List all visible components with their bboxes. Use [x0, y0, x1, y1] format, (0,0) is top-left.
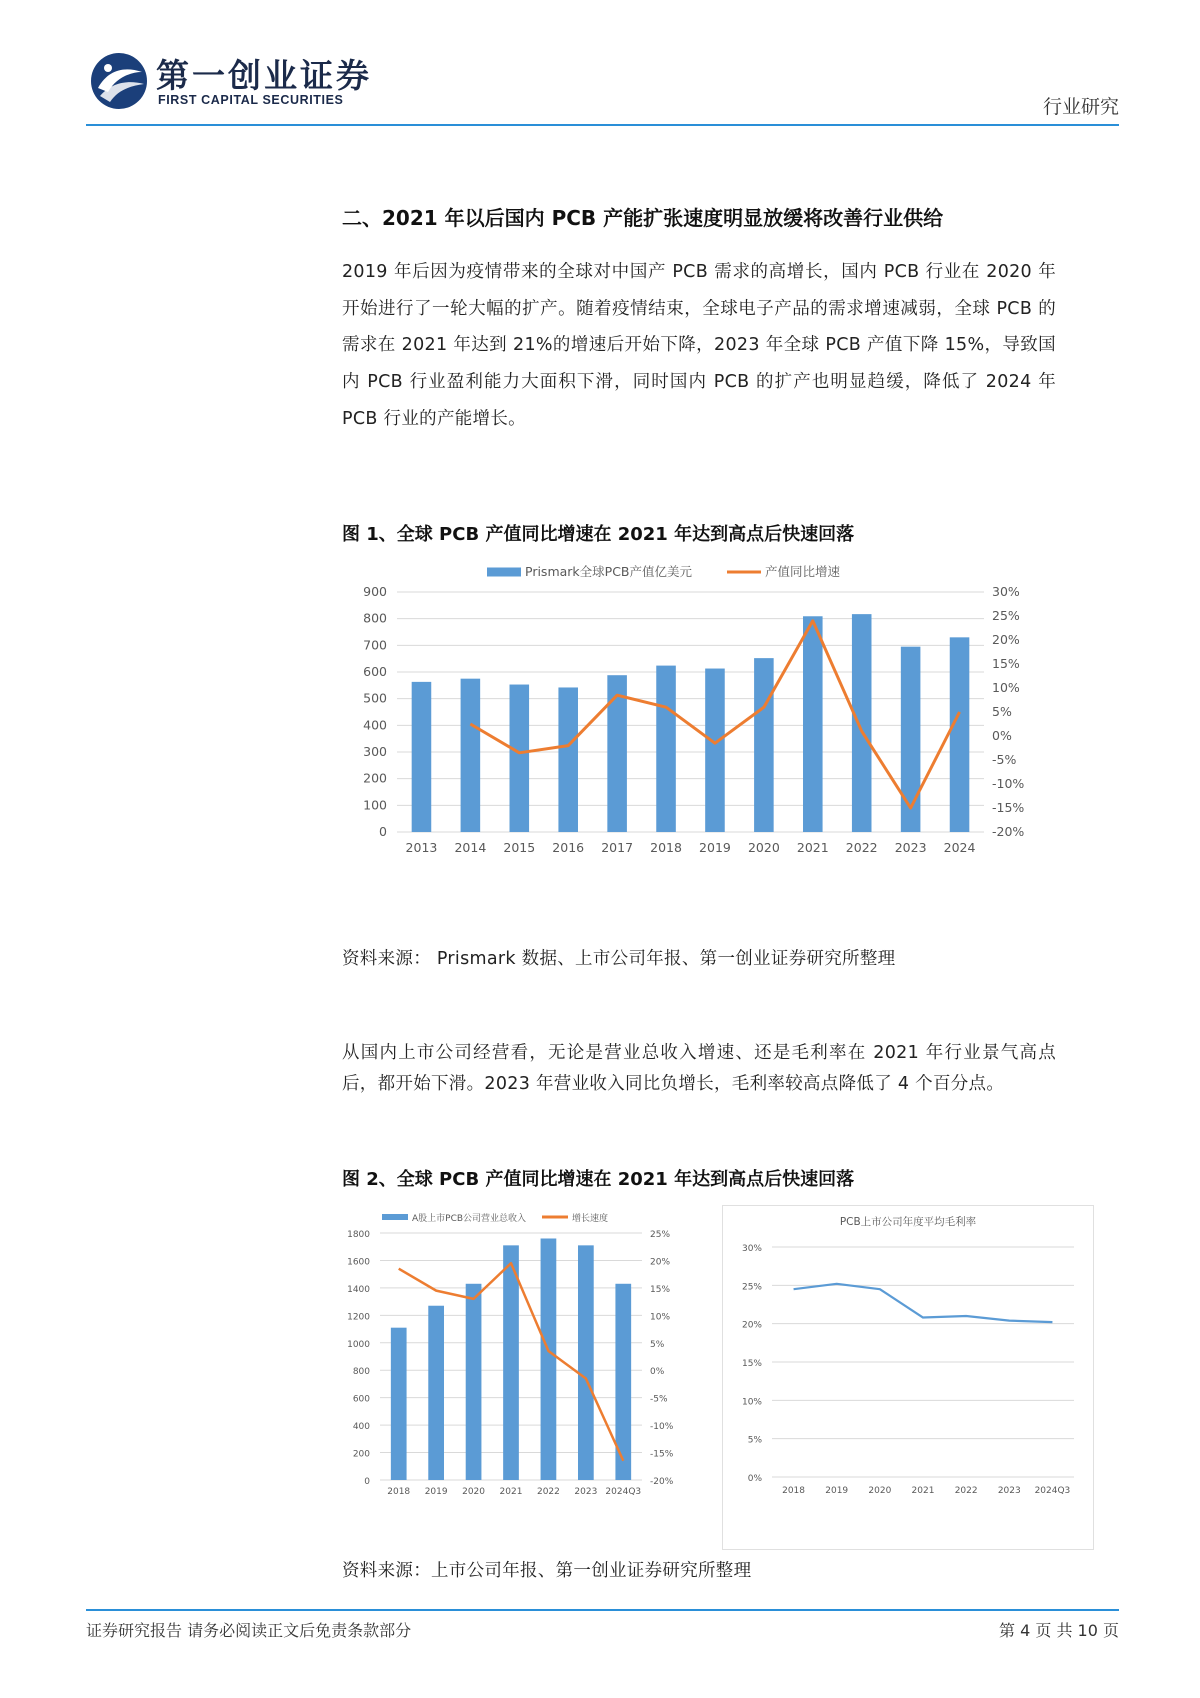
- figure-2-revenue-chart: [342, 1205, 717, 1550]
- y-tick-label: 5%: [747, 1435, 762, 1446]
- x-tick-label: 2022: [536, 1487, 560, 1497]
- x-tick-label: 2024Q3: [1034, 1486, 1071, 1496]
- x-tick-label: 2023: [894, 840, 927, 855]
- bar: [754, 658, 774, 832]
- x-tick-label: 2019: [424, 1487, 448, 1497]
- y-tick-label: 15%: [741, 1359, 762, 1369]
- y-right-tick-label: 20%: [992, 632, 1020, 647]
- paragraph-1: 2019 年后因为疫情带来的全球对中国产 PCB 需求的高增长，国内 PCB 行业在 2020 年开始进行了一轮大幅的扩产。随着疫情结束，全球电子产品的需求增速减弱，全球 PCB 的需求在 2021 年达到 21%的增速后开始下降，2023 年全球 PCB 产值下降 15%，导致国内 PCB 行业盈利能力大面积下滑，同时国内 PCB 的扩产也明显趋缓，降低了 2024 年 PCB 行业的产能增长。: [342, 262, 1056, 429]
- figure-2-margin-chart: [722, 1205, 1094, 1550]
- x-tick-label: 2016: [552, 840, 585, 855]
- y-left-tick-label: 200: [363, 770, 387, 786]
- y-left-tick-label: 400: [363, 717, 387, 733]
- bar: [950, 637, 970, 832]
- y-left-tick-label: 900: [363, 584, 387, 599]
- bar: [510, 685, 530, 832]
- x-tick-label: 2019: [825, 1486, 849, 1496]
- figure-1-title: 图 1、全球 PCB 产值同比增速在 2021 年达到高点后快速回落: [342, 524, 855, 545]
- bar: [428, 1306, 444, 1480]
- bar: [558, 687, 578, 832]
- y-left-tick-label: 800: [363, 610, 387, 626]
- x-tick-label: 2018: [782, 1486, 806, 1496]
- paragraph-2: 从国内上市公司经营看，无论是营业总收入增速、还是毛利率在 2021 年行业景气高点后，都开始下滑。2023 年营业收入同比负增长，毛利率较高点降低了 4 个百分点。: [342, 1043, 1056, 1094]
- y-left-tick-label: 600: [363, 664, 387, 679]
- y-right-tick-label: 10%: [992, 680, 1020, 695]
- y-tick-label: 25%: [741, 1282, 762, 1293]
- x-tick-label: 2017: [601, 840, 634, 855]
- footer-divider: [86, 1609, 1119, 1611]
- y-right-tick-label: 5%: [992, 704, 1012, 719]
- y-right-tick-label: 20%: [650, 1257, 671, 1268]
- y-left-tick-label: 1800: [347, 1230, 370, 1240]
- x-tick-label: 2020: [747, 840, 780, 855]
- y-right-tick-label: 0%: [992, 728, 1012, 743]
- y-right-tick-label: 15%: [992, 656, 1020, 671]
- y-left-tick-label: 0: [379, 824, 387, 839]
- figure-1-source: 资料来源： Prismark 数据、上市公司年报、第一创业证券研究所整理: [342, 949, 896, 969]
- bar: [541, 1238, 557, 1480]
- x-tick-label: 2024: [943, 840, 976, 855]
- figure-2-source: 资料来源：上市公司年报、第一创业证券研究所整理: [342, 1561, 752, 1581]
- y-right-tick-label: -20%: [650, 1477, 674, 1487]
- y-right-tick-label: -10%: [650, 1422, 674, 1433]
- legend-bar-label: Prismark全球PCB产值亿美元: [525, 564, 692, 579]
- x-tick-label: 2019: [699, 840, 731, 855]
- y-right-tick-label: 25%: [992, 608, 1020, 623]
- y-left-tick-label: 700: [363, 637, 387, 653]
- bar: [656, 666, 676, 832]
- y-right-tick-label: 10%: [650, 1312, 671, 1323]
- chart-frame: [723, 1206, 1094, 1550]
- x-tick-label: 2024Q3: [605, 1487, 642, 1497]
- x-tick-label: 2022: [954, 1486, 978, 1496]
- x-tick-label: 2014: [454, 840, 487, 855]
- y-left-tick-label: 200: [352, 1449, 370, 1460]
- legend-bar-swatch: [382, 1214, 408, 1220]
- x-tick-label: 2021: [796, 840, 829, 855]
- bar: [461, 679, 481, 832]
- x-tick-label: 2021: [499, 1487, 523, 1497]
- bar: [503, 1245, 519, 1480]
- legend-line-label: 增长速度: [572, 1214, 609, 1224]
- legend-bar-swatch: [487, 568, 521, 577]
- x-tick-label: 2020: [868, 1486, 892, 1496]
- x-tick-label: 2015: [503, 840, 536, 855]
- chart-title: PCB上市公司年度平均毛利率: [839, 1216, 977, 1228]
- y-right-tick-label: 25%: [650, 1230, 671, 1240]
- y-right-tick-label: -5%: [650, 1394, 668, 1405]
- bar: [466, 1284, 482, 1480]
- y-left-tick-label: 300: [363, 744, 387, 759]
- y-right-tick-label: -10%: [992, 776, 1025, 791]
- y-right-tick-label: 0%: [650, 1367, 665, 1378]
- x-tick-label: 2021: [911, 1486, 935, 1496]
- x-tick-label: 2023: [574, 1487, 598, 1497]
- x-tick-label: 2023: [997, 1486, 1021, 1496]
- y-left-tick-label: 1400: [347, 1284, 370, 1295]
- y-right-tick-label: -5%: [992, 752, 1017, 767]
- x-tick-label: 2020: [462, 1487, 486, 1497]
- y-left-tick-label: 400: [352, 1422, 370, 1433]
- x-tick-label: 2022: [845, 840, 878, 855]
- company-name-en: FIRST CAPITAL SECURITIES: [158, 93, 344, 107]
- figure-2-title: 图 2、全球 PCB 产值同比增速在 2021 年达到高点后快速回落: [342, 1169, 855, 1190]
- y-left-tick-label: 1600: [347, 1257, 370, 1268]
- x-tick-label: 2013: [405, 840, 438, 855]
- x-tick-label: 2018: [650, 840, 682, 855]
- y-right-tick-label: -15%: [992, 800, 1025, 815]
- y-right-tick-label: 15%: [650, 1284, 671, 1295]
- x-tick-label: 2018: [387, 1487, 411, 1497]
- header-divider: [86, 124, 1119, 126]
- page-number: 第 4 页 共 10 页: [999, 1621, 1119, 1640]
- bar: [803, 616, 823, 832]
- report-category: 行业研究: [1042, 96, 1119, 118]
- footer-disclaimer: 证券研究报告 请务必阅读正文后免责条款部分: [86, 1621, 412, 1640]
- y-right-tick-label: -15%: [650, 1449, 674, 1460]
- y-left-tick-label: 100: [363, 797, 387, 813]
- y-tick-label: 20%: [741, 1320, 762, 1331]
- legend-line-label: 产值同比增速: [765, 564, 841, 579]
- bar: [391, 1328, 407, 1480]
- y-right-tick-label: 5%: [650, 1339, 665, 1350]
- legend-bar-label: A股上市PCB公司营业总收入: [412, 1214, 527, 1224]
- figure-1-chart: [342, 560, 1087, 940]
- y-left-tick-label: 1000: [347, 1339, 370, 1350]
- bar: [412, 682, 432, 832]
- y-left-tick-label: 500: [363, 690, 387, 706]
- bar: [852, 614, 872, 832]
- y-tick-label: 30%: [741, 1244, 762, 1254]
- y-tick-label: 10%: [741, 1397, 762, 1408]
- y-left-tick-label: 0: [364, 1477, 370, 1487]
- gross-margin-line: [794, 1284, 1053, 1322]
- y-left-tick-label: 600: [352, 1394, 370, 1405]
- bar: [607, 675, 627, 832]
- bar: [705, 669, 725, 832]
- bar: [901, 647, 921, 832]
- section-title: 二、2021 年以后国内 PCB 产能扩张速度明显放缓将改善行业供给: [342, 206, 944, 230]
- y-right-tick-label: -20%: [992, 824, 1025, 839]
- bar: [578, 1245, 594, 1480]
- company-name-cn: 第一创业证券: [156, 56, 372, 95]
- y-right-tick-label: 30%: [992, 584, 1020, 599]
- company-logo-icon: [90, 52, 148, 110]
- y-left-tick-label: 800: [352, 1367, 370, 1378]
- y-left-tick-label: 1200: [347, 1312, 370, 1323]
- y-tick-label: 0%: [747, 1474, 762, 1484]
